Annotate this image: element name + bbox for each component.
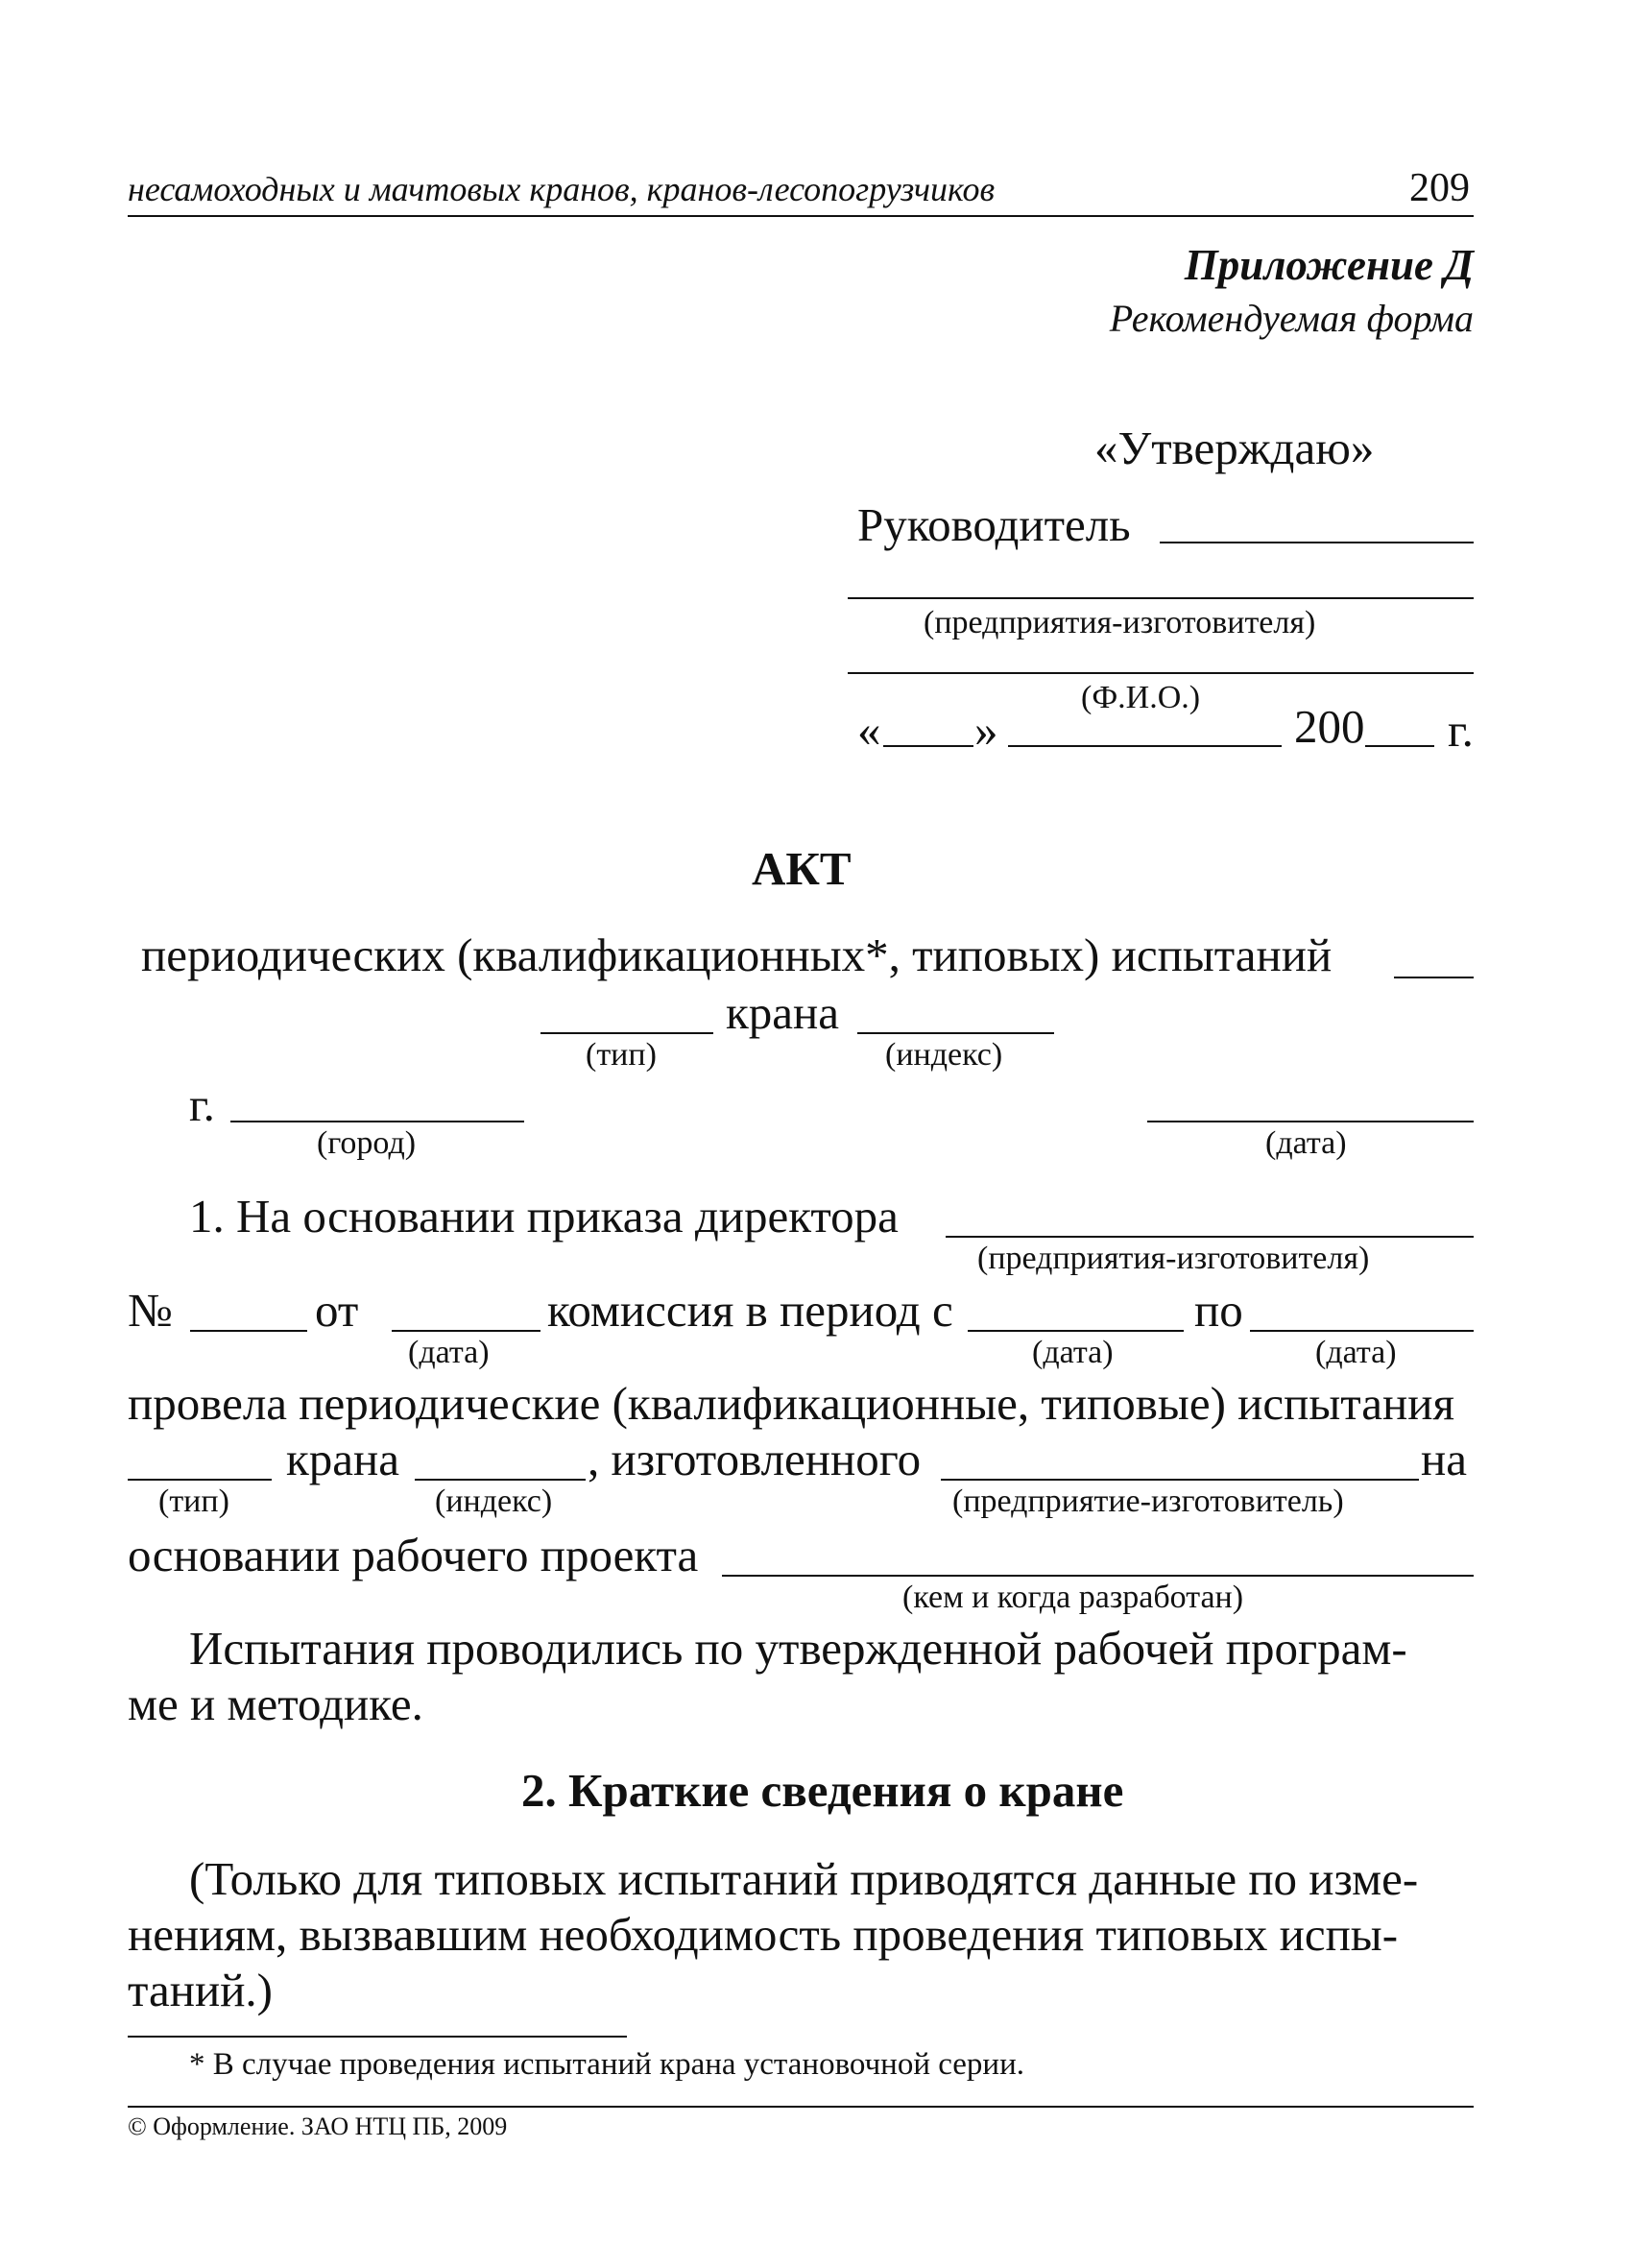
section2-para-line3: таний.) [128,1964,273,2016]
project-blank[interactable] [722,1575,1474,1577]
tests-line1: Испытания проводились по утвержденной рабочей програм- [189,1622,1407,1675]
s1-crane-word: крана [286,1433,400,1485]
s1-type-blank[interactable] [128,1479,272,1481]
manufacturer-caption: (предприятие-изготовитель) [952,1484,1344,1519]
crane-index-blank[interactable] [857,1032,1054,1034]
order-number-blank[interactable] [190,1330,307,1332]
project-text: основании рабочего проекта [128,1529,699,1581]
footnote-text: * В случае проведения испытаний крана установочной серии. [189,2047,1025,2082]
copyright-text: © Оформление. ЗАО НТЦ ПБ, 2009 [128,2112,508,2140]
s1-enterprise-caption: (предприятия-изготовителя) [977,1241,1370,1276]
footer-rule [128,2106,1474,2108]
city-caption: (город) [317,1125,417,1161]
crane-word: крана [726,986,840,1039]
month-blank[interactable] [1008,745,1282,747]
quote-open: « [857,704,881,757]
year-prefix: 200 [1294,700,1365,753]
quote-close: » [974,704,998,757]
day-blank[interactable] [883,745,973,747]
on-word: на [1421,1433,1467,1485]
manufacturer-blank[interactable] [941,1479,1419,1481]
head-label: Руководитель [857,498,1131,551]
director-blank[interactable] [946,1236,1474,1238]
year-blank[interactable] [1365,745,1434,747]
section2-para-line2: нениям, вызвавшим необходимость проведения типовых испы- [128,1908,1399,1961]
enterprise-caption: (предприятия-изготовителя) [924,605,1316,640]
conducted-text: провела периодические (квалификационные, типовые) испытания [128,1377,1455,1430]
period-to-caption: (дата) [1315,1335,1397,1370]
from-word: от [315,1284,359,1337]
period-from-caption: (дата) [1032,1335,1114,1370]
type-caption: (тип) [586,1037,657,1073]
year-suffix: г. [1448,704,1474,757]
running-title: несамоходных и мачтовых кранов, кранов-лесопогрузчиков [128,170,996,208]
page-number: 209 [1409,166,1470,210]
number-sign: № [128,1284,173,1337]
to-word: по [1194,1284,1243,1337]
period-to-blank[interactable] [1250,1330,1474,1332]
s1-type-caption: (тип) [158,1484,229,1519]
header-rule [128,215,1474,217]
order-date-blank[interactable] [392,1330,540,1332]
order-date-caption: (дата) [408,1335,490,1370]
approve-heading: «Утверждаю» [1094,422,1375,474]
head-blank[interactable] [1160,542,1474,543]
act-line1: периодических (квалификационных*, типовых) испытаний [141,929,1333,981]
fio-blank[interactable] [848,672,1474,674]
enterprise-blank[interactable] [848,597,1474,599]
project-caption: (кем и когда разработан) [902,1580,1244,1615]
index-caption: (индекс) [885,1037,1003,1073]
commission-text: комиссия в период с [547,1284,953,1337]
footnote-rule [128,2036,627,2038]
period-from-blank[interactable] [968,1330,1184,1332]
order-text: 1. На основании приказа директора [189,1190,899,1243]
date-blank[interactable] [1147,1121,1474,1122]
crane-type-blank[interactable] [540,1032,713,1034]
s1-index-blank[interactable] [415,1479,586,1481]
act-title: АКТ [752,842,852,895]
city-blank[interactable] [230,1121,524,1122]
act-line1-blank[interactable] [1394,977,1474,978]
section2-para-line1: (Только для типовых испытаний приводятся данные по изме- [189,1852,1419,1905]
section2-title: 2. Краткие сведения о кране [521,1764,1124,1817]
tests-line2: ме и методике. [128,1677,423,1730]
appendix-title: Приложение Д [1184,241,1474,289]
fio-caption: (Ф.И.О.) [1081,680,1201,715]
appendix-subtitle: Рекомендуемая форма [1109,297,1474,340]
date-caption: (дата) [1265,1125,1347,1161]
s1-index-caption: (индекс) [435,1484,553,1519]
manufactured-text: , изготовленного [588,1433,922,1485]
city-prefix: г. [189,1078,215,1131]
